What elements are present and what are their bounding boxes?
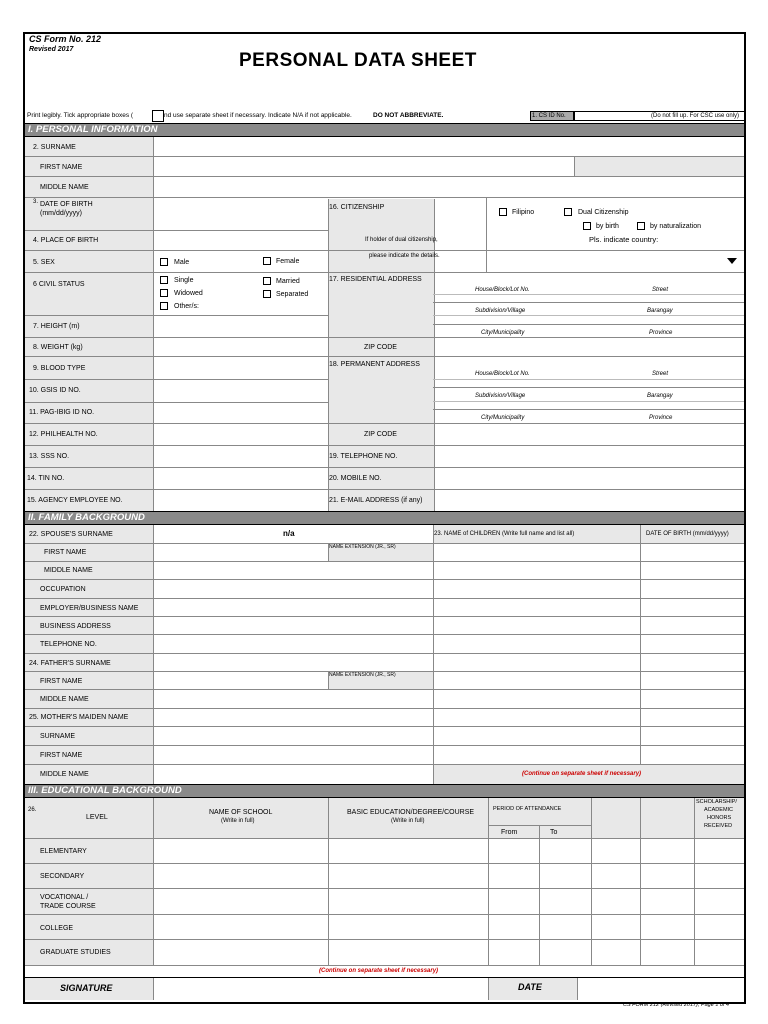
- spouse-surname-value: n/a: [283, 529, 295, 538]
- children-label: 23. NAME of CHILDREN (Write full name and list all): [434, 531, 575, 537]
- weight-label: 8. WEIGHT (kg): [33, 344, 83, 351]
- continue-note-education: (Continue on separate sheet if necessary): [319, 968, 439, 974]
- civil-status-label: 6 CIVIL STATUS: [33, 281, 85, 288]
- pagibig-label: 11. PAG-IBIG ID NO.: [29, 409, 95, 416]
- period-header: PERIOD OF ATTENDANCE: [493, 806, 562, 812]
- section-personal-information: I. PERSONAL INFORMATION: [25, 123, 744, 137]
- gsis-label: 10. GSIS ID NO.: [29, 387, 81, 394]
- graduate-studies-label: GRADUATE STUDIES: [40, 949, 111, 956]
- father-surname-label: 24. FATHER'S SURNAME: [29, 660, 111, 667]
- by-birth-checkbox[interactable]: [583, 222, 591, 230]
- form-revision: Revised 2017: [29, 46, 74, 53]
- section-family-background: II. FAMILY BACKGROUND: [25, 511, 744, 525]
- page-title: PERSONAL DATA SHEET: [239, 50, 477, 71]
- elementary-label: ELEMENTARY: [40, 848, 87, 855]
- school-header: NAME OF SCHOOL: [209, 809, 273, 816]
- widowed-checkbox[interactable]: [160, 289, 168, 297]
- dual-citizenship-checkbox[interactable]: [564, 208, 572, 216]
- blood-label: 9. BLOOD TYPE: [33, 365, 86, 372]
- cs-id-label: 1. CS ID No.: [532, 113, 566, 119]
- female-checkbox[interactable]: [263, 257, 271, 265]
- telephone-label: 19. TELEPHONE NO.: [329, 453, 398, 460]
- dob-format: (mm/dd/yyyy): [40, 210, 82, 217]
- tin-label: 14. TIN NO.: [27, 475, 65, 482]
- single-checkbox[interactable]: [160, 276, 168, 284]
- form-number: CS Form No. 212: [29, 34, 102, 44]
- married-checkbox[interactable]: [263, 277, 271, 285]
- mobile-label: 20. MOBILE NO.: [329, 475, 382, 482]
- secondary-label: SECONDARY: [40, 873, 85, 880]
- instruction-bold: DO NOT ABBREVIATE.: [373, 112, 444, 119]
- country-select[interactable]: [487, 251, 744, 271]
- filipino-checkbox[interactable]: [499, 208, 507, 216]
- honors-header: SCHOLARSHIP/: [696, 799, 737, 805]
- section-educational-background: III. EDUCATIONAL BACKGROUND: [25, 784, 744, 798]
- others-checkbox[interactable]: [160, 302, 168, 310]
- date-label: DATE: [518, 982, 542, 992]
- middle-name-label: MIDDLE NAME: [40, 184, 89, 191]
- instruction-text-2: nd use separate sheet if necessary. Indicate N/A if not applicable.: [164, 112, 352, 119]
- cs-id-note: (Do not fill up. For CSC use only): [651, 113, 740, 119]
- mother-maiden-name-label: 25. MOTHER'S MAIDEN NAME: [29, 714, 129, 721]
- vocational-label: VOCATIONAL /: [40, 894, 89, 901]
- height-label: 7. HEIGHT (m): [33, 323, 80, 330]
- dob-label: DATE OF BIRTH: [40, 201, 93, 208]
- sss-label: 13. SSS NO.: [29, 453, 70, 460]
- chevron-down-icon[interactable]: [727, 258, 737, 264]
- college-label: COLLEGE: [40, 925, 74, 932]
- instruction-text: Print legibly. Tick appropriate boxes (: [27, 112, 134, 119]
- children-dob-label: DATE OF BIRTH (mm/dd/yyyy): [646, 531, 729, 537]
- level-header: LEVEL: [86, 814, 108, 821]
- male-checkbox[interactable]: [160, 258, 168, 266]
- email-label: 21. E-MAIL ADDRESS (if any): [329, 497, 423, 504]
- first-name-label: FIRST NAME: [40, 164, 83, 171]
- signature-field[interactable]: [154, 978, 488, 1000]
- page-footer-note: CS FORM 212 (Revised 2017), Page 1 of 4: [623, 1002, 730, 1008]
- zip-code-label: ZIP CODE: [364, 344, 397, 351]
- citizenship-label: 16. CITIZENSHIP: [329, 204, 385, 211]
- agency-label: 15. AGENCY EMPLOYEE NO.: [27, 497, 123, 504]
- spouse-surname-label: 22. SPOUSE'S SURNAME: [29, 531, 113, 538]
- course-header: BASIC EDUCATION/DEGREE/COURSE: [347, 809, 475, 816]
- separated-checkbox[interactable]: [263, 290, 271, 298]
- philhealth-label: 12. PHILHEALTH NO.: [29, 431, 98, 438]
- sex-label: 5. SEX: [33, 259, 55, 266]
- signature-label: SIGNATURE: [60, 983, 113, 993]
- by-naturalization-checkbox[interactable]: [637, 222, 645, 230]
- name-extension-label: NAME EXTENSION (JR., SR): [329, 544, 396, 550]
- continue-note-family: (Continue on separate sheet if necessary): [522, 771, 642, 777]
- personal-data-sheet-form: CS Form No. 212 Revised 2017 PERSONAL DATA SHEET Print legibly. Tick appropriate boxes ( nd use separate sheet if necessary. Indicate N/A if not applicable. DO NOT ABBREVIATE. 1. CS ID No. (Do not fill up. For CSC use only) I. PERSONAL INFORMATION 2. SURNAME FIRST NAME MIDDLE NAME 3. DATE OF BIRTH (mm/dd/yyyy) 4. PLACE OF BIRTH 5. SEX Male Female 6 CIVIL STATUS Single Married Widowed Separated Other/s: 7. HEIGHT (m) 8. WEIGHT (kg) 9. BLOOD TYPE 10. GSIS ID NO. 11. PAG-IBIG ID NO. 12. PHILHEALTH NO. 13. SSS NO. 14. TIN NO. 15. AGENCY EMPLOYEE NO. 16. CITIZENSHIP Filipino Dual Citizenship by birth by naturalization Pls. indicate country: If holder of dual citizenship, please indicate the details. 17. RESIDENTIAL ADDRESS House/Block/Lot No. Street Subdivision/Village Barangay City/Municipality Province ZIP CODE 18. PERMANENT ADDRESS House/Block/Lot No. Street Subdivision/Village Barangay City/Municipality Province ZIP CODE 19. TELEPHONE NO. 20. MOBILE NO. 21. E-MAIL ADDRESS (if any) II. FAMILY BACKGROUND 22. SPOUSE'S SURNAME n/a FIRST NAME NAME EXTENSION (JR., SR) MIDDLE NAME OCCUPATION EMPLOYER/BUSINESS NAME BUSINESS ADDRESS TELEPHONE NO. 24. FATHER'S SURNAME FIRST NAME NAME EXTENSION (JR., SR) MIDDLE NAME 25. MOTHER'S MAIDEN NAME SURNAME FIRST NAME MIDDLE NAME 23. NAME of CHILDREN (Write full name and list all) DATE OF BIRTH (mm/dd/yyyy) (Continue on separate sheet if necessary) III. EDUCATIONAL BACKGROUND 26. LEVEL NAME OF SCHOOL (Write in full) BASIC EDUCATION/DEGREE/COURSE (Write in full) PERIOD OF ATTENDANCE From To SCHOLARSHIP/ ACADEMIC HONORS RECEIVED ELEMENTARY SECONDARY VOCATIONAL / TRADE COURSE COLLEGE GRADUATE STUDIES (Continue on separate sheet if necessary) SIGNATURE DATE: [23, 32, 746, 1004]
- date-field[interactable]: [577, 978, 744, 1000]
- surname-label: 2. SURNAME: [33, 144, 76, 151]
- residential-address-label: 17. RESIDENTIAL ADDRESS: [329, 276, 422, 283]
- pob-label: 4. PLACE OF BIRTH: [33, 237, 99, 244]
- tick-box-sample: [152, 110, 164, 122]
- permanent-address-label: 18. PERMANENT ADDRESS: [329, 361, 420, 368]
